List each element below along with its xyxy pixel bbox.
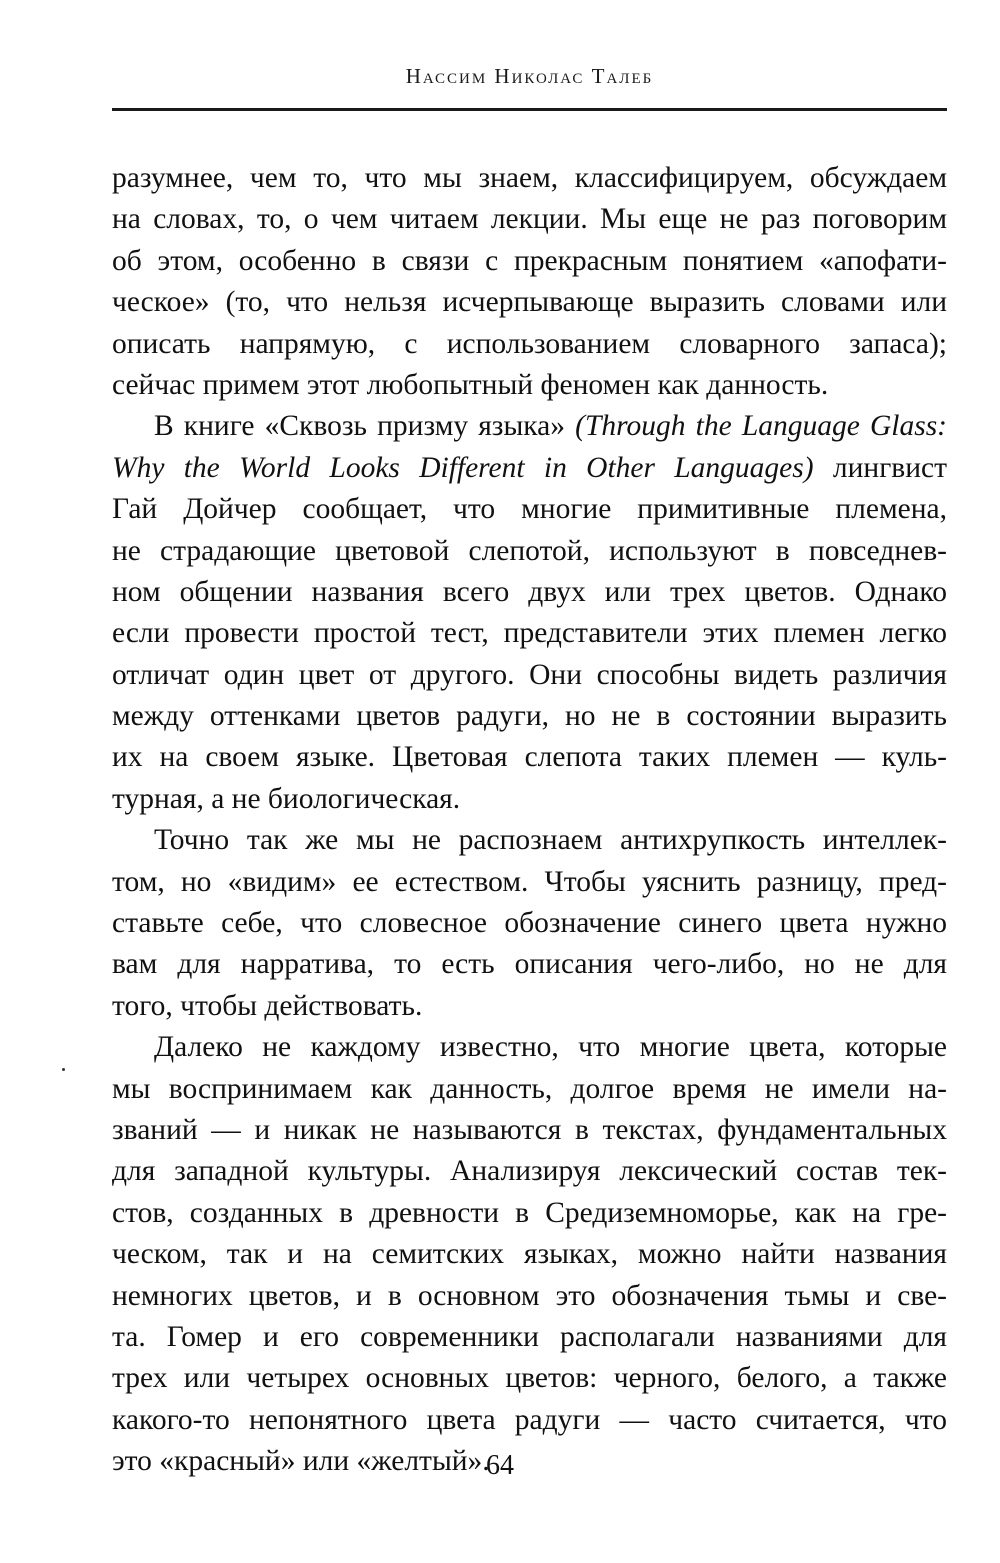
text-line: для западной культуры. Анализируя лексический состав тек- xyxy=(112,1155,947,1188)
paragraph-4 xyxy=(112,1027,947,1482)
text-line: если провести простой тест, представители этих племен легко xyxy=(112,617,947,650)
running-header: Нассим Николас Талеб xyxy=(405,64,654,88)
text-run: лингвист xyxy=(813,451,947,484)
text-line: мы воспринимаем как данность, долгое время не имели на- xyxy=(112,1072,947,1105)
text-line: ном общении названия всего двух или трех цветов. Однако xyxy=(112,575,947,608)
text-line: званий — и никак не называются в текстах, фундаментальных xyxy=(112,1113,947,1146)
text-line: трех или четырех основных цветов: черного, белого, а также xyxy=(112,1362,947,1395)
text-line: их на своем языке. Цветовая слепота таких племен — куль- xyxy=(112,741,947,774)
text-line: Гай Дойчер сообщает, что многие примитивные племена, xyxy=(112,493,947,526)
text-line: на словах, то, о чем читаем лекции. Мы еще не раз поговорим xyxy=(112,203,947,236)
text-line: турная, а не биологическая. xyxy=(112,782,461,815)
paragraph-2 xyxy=(112,406,947,820)
text-line: описать напрямую, с использованием словарного запаса); xyxy=(112,327,947,360)
scan-speck xyxy=(62,1068,65,1071)
text-line: сейчас примем этот любопытный феномен как данность. xyxy=(112,368,829,401)
text-line xyxy=(112,448,947,489)
text-line: ческое» (то, что нельзя исчерпывающе выразить словами или xyxy=(112,286,947,319)
text-line: вам для нарратива, то есть описания чего-либо, но не для xyxy=(112,948,947,981)
text-line: та. Гомер и его современники располагали названиями для xyxy=(112,1320,947,1353)
text-line: отличат один цвет от другого. Они способны видеть различия xyxy=(112,658,947,691)
text-run: В книге «Сквозь призму языка» xyxy=(154,410,576,443)
text-line: это «красный» или «желтый». xyxy=(112,1445,490,1478)
text-line xyxy=(112,406,947,447)
text-line: ческом, так и на семитских языках, можно найти названия xyxy=(112,1238,947,1271)
text-line: того, чтобы действовать. xyxy=(112,989,423,1022)
text-line: Далеко не каждому известно, что многие цвета, которые xyxy=(154,1031,947,1064)
text-line: немногих цветов, и в основном это обозначения тьмы и све- xyxy=(112,1279,947,1312)
header-rule xyxy=(112,108,947,111)
body-text xyxy=(112,158,947,1483)
text-line: об этом, особенно в связи с прекрасным понятием «апофати- xyxy=(112,244,947,277)
paragraph-3 xyxy=(112,820,947,1027)
page-number: 64 xyxy=(486,1450,514,1481)
paragraph-1 xyxy=(112,158,947,406)
text-line: между оттенками цветов радуги, но не в состоянии выразить xyxy=(112,700,947,733)
text-line: какого-то непонятного цвета радуги — часто считается, что xyxy=(112,1403,947,1436)
text-line: Точно так же мы не распознаем антихрупкость интеллек- xyxy=(154,824,947,857)
book-title-italic: Why the World Looks Different in Other Languages) xyxy=(112,451,814,484)
text-line: том, но «видим» ее естеством. Чтобы уяснить разницу, пред- xyxy=(112,865,947,898)
text-line: ставьте себе, что словесное обозначение синего цвета нужно xyxy=(112,907,947,940)
text-line: стов, созданных в древности в Средиземноморье, как на гре- xyxy=(112,1196,947,1229)
text-line: не страдающие цветовой слепотой, используют в повседнев- xyxy=(112,534,947,567)
book-title-italic: (Through the Language Glass: xyxy=(575,410,947,443)
text-line: разумнее, чем то, что мы знаем, классифицируем, обсуждаем xyxy=(112,162,947,194)
